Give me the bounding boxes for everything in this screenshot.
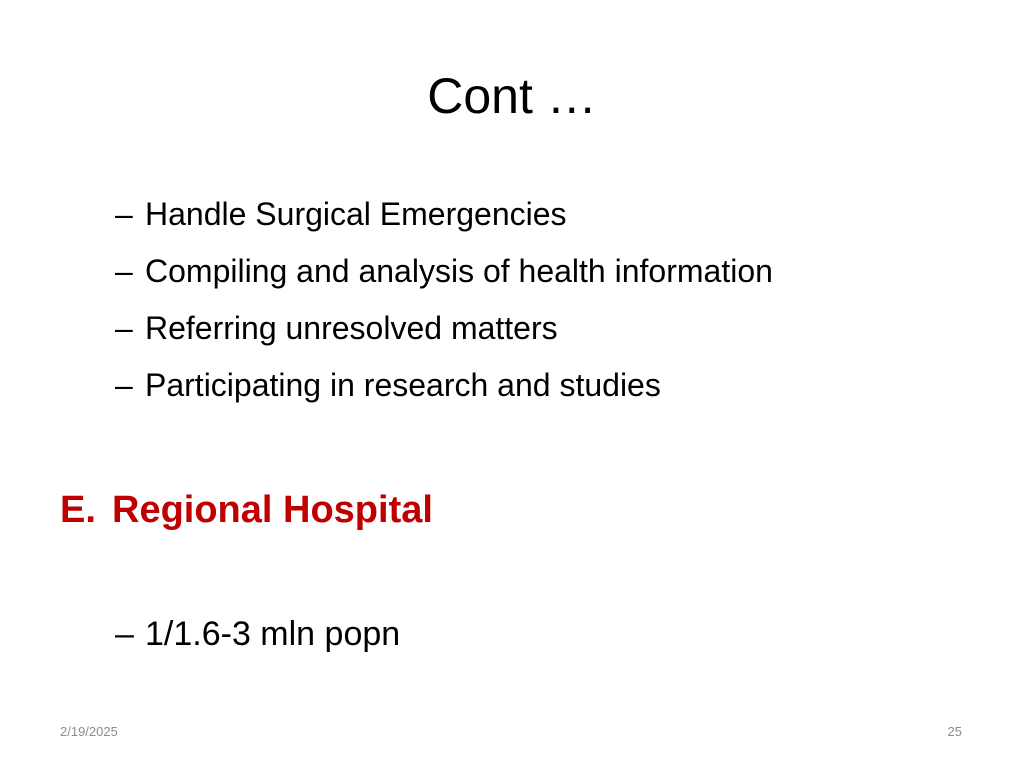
footer-date: 2/19/2025	[60, 724, 118, 739]
section-heading-text: Regional Hospital	[112, 489, 433, 531]
sub-bullet-list	[115, 606, 400, 662]
bullet-dash: –	[115, 367, 133, 403]
bullet-list	[115, 186, 773, 414]
bullet-text: Handle Surgical Emergencies	[145, 196, 567, 232]
list-item	[115, 300, 773, 357]
bullet-dash: –	[115, 310, 133, 346]
bullet-text: Participating in research and studies	[145, 367, 661, 403]
footer-page-number: 25	[947, 724, 962, 739]
list-item	[115, 606, 400, 662]
list-item	[115, 186, 773, 243]
bullet-dash: –	[115, 253, 133, 289]
section-letter: E.	[60, 489, 96, 531]
bullet-dash: –	[115, 615, 134, 653]
list-item	[115, 243, 773, 300]
slide-title: Cont …	[427, 68, 597, 124]
list-item	[115, 357, 773, 414]
bullet-dash: –	[115, 196, 133, 232]
bullet-text: 1/1.6-3 mln popn	[145, 615, 401, 653]
section-heading	[60, 482, 433, 538]
bullet-text: Referring unresolved matters	[145, 310, 558, 346]
bullet-text: Compiling and analysis of health information	[145, 253, 773, 289]
